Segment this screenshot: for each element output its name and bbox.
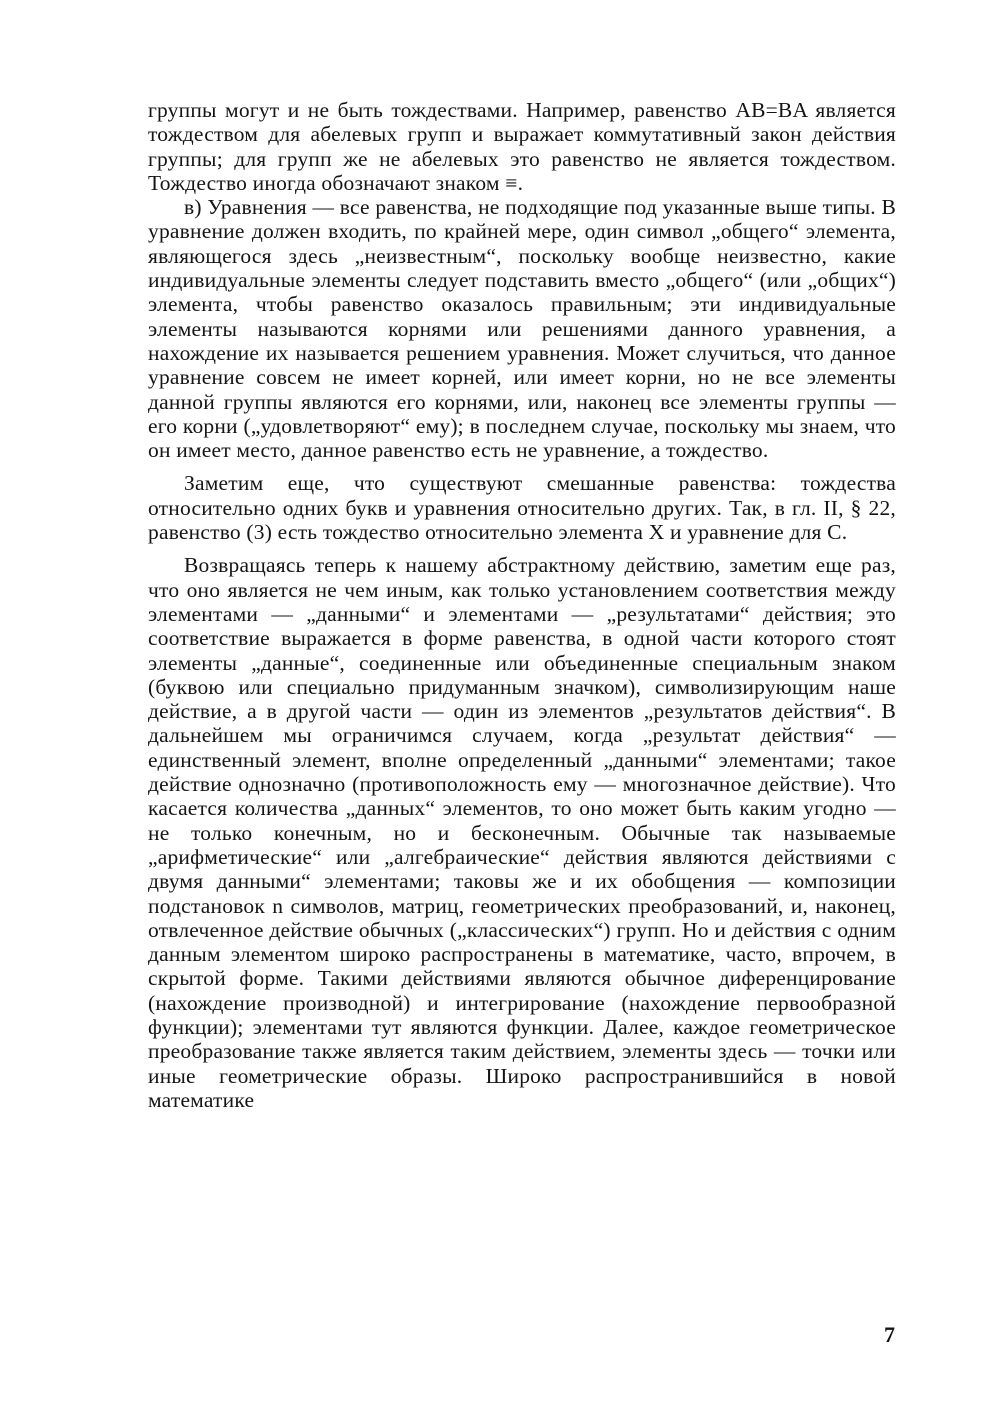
paragraph-abstract-operation: Возвращаясь теперь к нашему абстрактному действию, заметим еще раз, что оно является не чем иным, как только установлением соответствия между элементами — „данными“ и элементами — „результатами“ действия; это соответствие выражается в форме равенства, в одной части которого стоят элементы „данные“, соединенные или объединенные специальным знаком (буквою или специально придуманным значком), символизирующим наше действие, а в другой части — один из элементов „результатов действия“. В дальнейшем мы ограничимся случаем, когда „результат действия“ — единственный элемент, вполне определенный „данными“ элементами; такое действие однозначно (противоположность ему — многозначное действие). Что касается количества „данных“ элементов, то оно может быть каким угодно — не только конечным, но и бесконечным. Обычные так называемые „арифметические“ или „алгебраические“ действия являются действиями с двумя данными“ элементами; таковы же и их обобщения — композиции подстановок n символов, матриц, геометрических преобразований, и, наконец, отвлеченное действие обычных („классических“) групп. Но и действия с одним данным элементом широко распространены в математике, часто, впрочем, в скрытой форме. Такими действиями являются обычное диференцирование (нахождение производной) и интегрирование (нахождение первообразной функции); элементами тут являются функции. Далее, каждое геометрическое преобразование также является таким действием, элементы здесь — точки или иные геометрические образы. Широко распространившийся в новой математике: [148, 553, 896, 1112]
page-text: [148, 98, 896, 1112]
paragraph-identities: группы могут и не быть тождествами. Например, равенство AB=BA является тождеством для абелевых групп и выражает коммутативный закон действия группы; для групп же не абелевых это равенство не является тождеством. Тождество иногда обозначают знаком ≡.: [148, 98, 896, 195]
paragraph-equations: в) Уравнения — все равенства, не подходящие под указанные выше типы. В уравнение должен входить, по крайней мере, один символ „общего“ элемента, являющегося здесь „неизвестным“, поскольку вообще неизвестно, какие индивидуальные элементы следует подставить вместо „общего“ (или „общих“) элемента, чтобы равенство оказалось правильным; эти индивидуальные элементы называются корнями или решениями данного уравнения, а нахождение их называется решением уравнения. Может случиться, что данное уравнение совсем не имеет корней, или имеет корни, но не все элементы данной группы являются его корнями, или, наконец все элементы группы — его корни („удовлетворяют“ ему); в последнем случае, поскольку мы знаем, что он имеет место, данное равенство есть не уравнение, а тождество.: [148, 195, 896, 463]
paragraph-mixed-equalities: Заметим еще, что существуют смешанные равенства: тождества относительно одних букв и уравнения относительно других. Так, в гл. II, § 22, равенство (3) есть тождество относительно элемента X и уравнение для C.: [148, 471, 896, 545]
page-number: 7: [884, 1322, 895, 1347]
